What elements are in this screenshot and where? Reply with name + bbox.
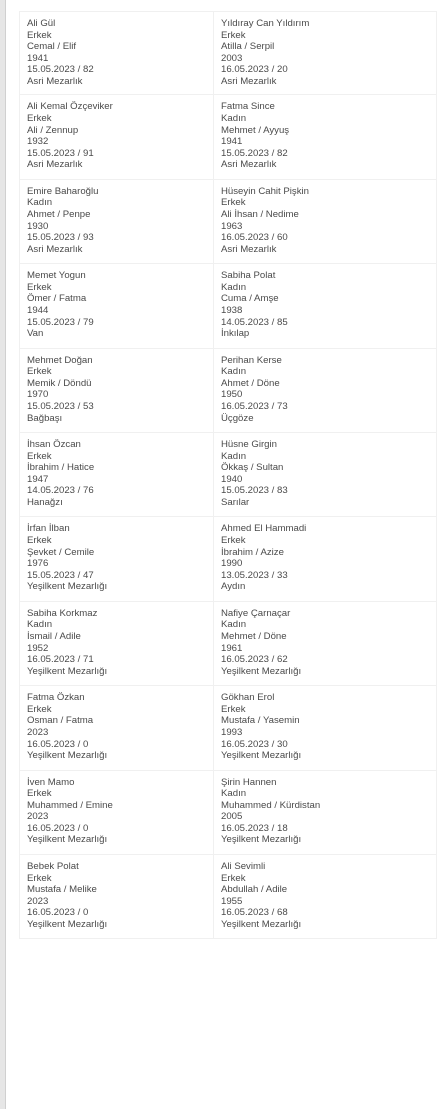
record-parents: Mehmet / Ayyuş <box>221 124 290 136</box>
record-gender: Erkek <box>27 703 52 715</box>
record-parents: Muhammed / Kürdistan <box>221 799 321 811</box>
record-name: Emire Baharoğlu <box>27 185 99 197</box>
record-parents: İbrahim / Hatice <box>27 462 95 474</box>
record-date-age: 14.05.2023 / 76 <box>27 485 94 497</box>
record-parents: İbrahim / Azize <box>221 546 284 558</box>
record-parents: Mehmet / Döne <box>221 630 287 642</box>
record-gender: Erkek <box>27 366 52 378</box>
record-parents: Osman / Fatma <box>27 715 94 727</box>
record-card <box>214 771 437 854</box>
record-birth-year: 1961 <box>221 642 243 654</box>
record-gender: Erkek <box>27 450 52 462</box>
record-card <box>19 95 214 178</box>
record-parents: Mustafa / Melike <box>27 884 97 896</box>
table-row <box>19 95 437 179</box>
record-date-age: 16.05.2023 / 71 <box>27 654 94 666</box>
record-card <box>214 180 437 263</box>
record-date-age: 15.05.2023 / 79 <box>27 316 94 328</box>
record-card <box>214 855 437 938</box>
record-name: Sabiha Korkmaz <box>27 607 98 619</box>
record-parents: Ökkaş / Sultan <box>221 462 284 474</box>
table-row <box>19 517 437 601</box>
records-table <box>19 11 437 939</box>
table-row <box>19 602 437 686</box>
record-card <box>214 264 437 347</box>
record-card <box>214 95 437 178</box>
record-name: Yıldıray Can Yıldırım <box>221 18 310 29</box>
record-card <box>19 349 214 432</box>
record-date-age: 15.05.2023 / 83 <box>221 485 288 497</box>
record-name: Ali Kemal Özçeviker <box>27 101 113 113</box>
record-place: Sarılar <box>221 496 250 508</box>
record-name: İhsan Özcan <box>27 438 81 450</box>
record-parents: Atilla / Serpil <box>221 41 275 53</box>
record-gender: Kadın <box>221 619 247 631</box>
record-gender: Erkek <box>27 872 52 884</box>
record-gender: Erkek <box>27 534 52 546</box>
record-name: Fatma Since <box>221 101 275 113</box>
record-place: Yeşilkent Mezarlığı <box>221 834 302 846</box>
record-gender: Erkek <box>27 29 52 41</box>
record-parents: Abdullah / Adile <box>221 884 288 896</box>
record-birth-year: 1963 <box>221 220 243 232</box>
record-date-age: 14.05.2023 / 85 <box>221 316 288 328</box>
record-birth-year: 1955 <box>221 895 243 907</box>
record-parents: Cemal / Elif <box>27 41 77 53</box>
record-card <box>19 686 214 769</box>
record-gender: Erkek <box>221 703 246 715</box>
record-card <box>19 180 214 263</box>
record-card <box>19 855 214 938</box>
record-card <box>19 771 214 854</box>
table-row <box>19 686 437 770</box>
record-date-age: 15.05.2023 / 53 <box>27 400 94 412</box>
record-place: Asri Mezarlık <box>27 243 83 255</box>
record-birth-year: 2023 <box>27 811 49 823</box>
record-parents: İsmail / Adile <box>27 630 81 642</box>
record-date-age: 16.05.2023 / 62 <box>221 654 288 666</box>
record-card <box>214 349 437 432</box>
page-left-border <box>5 0 6 1109</box>
record-name: Memet Yogun <box>27 270 86 282</box>
record-name: Ali Gül <box>27 18 56 29</box>
record-date-age: 16.05.2023 / 18 <box>221 822 288 834</box>
record-card <box>19 12 214 94</box>
record-birth-year: 1930 <box>27 220 49 232</box>
record-name: Fatma Özkan <box>27 692 85 704</box>
record-birth-year: 1941 <box>221 136 243 148</box>
record-name: Şirin Hannen <box>221 776 277 788</box>
record-place: Hanağzı <box>27 496 63 508</box>
record-date-age: 16.05.2023 / 0 <box>27 822 89 834</box>
record-parents: Mustafa / Yasemin <box>221 715 300 727</box>
record-place: İnkılap <box>221 328 250 340</box>
record-date-age: 15.05.2023 / 91 <box>27 147 94 159</box>
record-gender: Erkek <box>27 112 52 124</box>
record-gender: Kadın <box>221 450 247 462</box>
record-name: İven Mamo <box>27 776 75 788</box>
record-parents: Ömer / Fatma <box>27 293 87 305</box>
record-parents: Ali İhsan / Nedime <box>221 208 299 220</box>
record-date-age: 16.05.2023 / 68 <box>221 907 288 919</box>
table-row <box>19 855 437 939</box>
record-parents: Şevket / Cemile <box>27 546 95 558</box>
record-date-age: 16.05.2023 / 20 <box>221 64 288 76</box>
record-birth-year: 2023 <box>27 726 49 738</box>
record-date-age: 16.05.2023 / 60 <box>221 232 288 244</box>
record-card <box>19 264 214 347</box>
record-birth-year: 1947 <box>27 473 49 485</box>
record-gender: Erkek <box>221 534 246 546</box>
record-birth-year: 1932 <box>27 136 49 148</box>
record-card <box>19 517 214 600</box>
record-birth-year: 2005 <box>221 811 243 823</box>
table-row <box>19 180 437 264</box>
record-birth-year: 2003 <box>221 52 243 64</box>
record-gender: Erkek <box>221 872 246 884</box>
record-place: Yeşilkent Mezarlığı <box>27 750 108 762</box>
record-place: Yeşilkent Mezarlığı <box>27 665 108 677</box>
record-place: Asri Mezarlık <box>27 75 83 87</box>
record-place: Asri Mezarlık <box>221 243 277 255</box>
record-date-age: 13.05.2023 / 33 <box>221 569 288 581</box>
record-card <box>214 433 437 516</box>
record-parents: Muhammed / Emine <box>27 799 113 811</box>
record-card <box>214 602 437 685</box>
record-name: Sabiha Polat <box>221 270 276 282</box>
record-place: Asri Mezarlık <box>27 159 83 171</box>
record-date-age: 15.05.2023 / 47 <box>27 569 94 581</box>
record-birth-year: 1944 <box>27 304 49 316</box>
record-birth-year: 1976 <box>27 558 49 570</box>
record-date-age: 15.05.2023 / 82 <box>221 147 288 159</box>
record-date-age: 16.05.2023 / 30 <box>221 738 288 750</box>
record-birth-year: 1940 <box>221 473 243 485</box>
table-row <box>19 349 437 433</box>
record-name: Perihan Kerse <box>221 354 282 366</box>
record-place: Yeşilkent Mezarlığı <box>221 665 302 677</box>
record-name: Bebek Polat <box>27 860 79 872</box>
record-place: Asri Mezarlık <box>221 159 277 171</box>
record-parents: Cuma / Amşe <box>221 293 279 305</box>
record-gender: Erkek <box>27 788 52 800</box>
table-row <box>19 771 437 855</box>
record-date-age: 15.05.2023 / 93 <box>27 232 94 244</box>
record-place: Yeşilkent Mezarlığı <box>27 834 108 846</box>
record-card <box>19 602 214 685</box>
record-name: Ahmed El Hammadi <box>221 523 307 535</box>
record-card <box>214 517 437 600</box>
record-place: Yeşilkent Mezarlığı <box>27 581 108 593</box>
record-place: Yeşilkent Mezarlığı <box>221 750 302 762</box>
record-date-age: 16.05.2023 / 0 <box>27 907 89 919</box>
record-place: Yeşilkent Mezarlığı <box>27 918 108 930</box>
table-row <box>19 264 437 348</box>
record-gender: Kadın <box>27 619 53 631</box>
record-name: Mehmet Doğan <box>27 354 93 366</box>
record-date-age: 16.05.2023 / 0 <box>27 738 89 750</box>
record-card <box>19 433 214 516</box>
record-gender: Erkek <box>27 281 52 293</box>
record-birth-year: 1970 <box>27 389 49 401</box>
record-gender: Kadın <box>221 788 247 800</box>
record-name: Hüsne Girgin <box>221 438 277 450</box>
record-gender: Kadın <box>221 112 247 124</box>
record-card <box>214 686 437 769</box>
record-gender: Kadın <box>221 366 247 378</box>
table-row <box>19 433 437 517</box>
record-place: Üçgöze <box>221 412 254 424</box>
record-place: Yeşilkent Mezarlığı <box>221 918 302 930</box>
record-parents: Ali / Zennup <box>27 124 79 136</box>
record-card <box>214 12 437 94</box>
record-name: Nafiye Çarnaçar <box>221 607 291 619</box>
record-name: Ali Sevimli <box>221 860 266 872</box>
record-birth-year: 1941 <box>27 52 49 64</box>
record-date-age: 16.05.2023 / 73 <box>221 400 288 412</box>
record-parents: Ahmet / Penpe <box>27 208 91 220</box>
record-date-age: 15.05.2023 / 82 <box>27 64 94 76</box>
record-birth-year: 1993 <box>221 726 243 738</box>
record-name: Hüseyin Cahit Pişkin <box>221 185 309 197</box>
record-gender: Kadın <box>221 281 247 293</box>
record-gender: Erkek <box>221 197 246 209</box>
record-place: Van <box>27 328 44 340</box>
record-name: Gökhan Erol <box>221 692 275 704</box>
record-parents: Ahmet / Döne <box>221 377 280 389</box>
record-birth-year: 1990 <box>221 558 243 570</box>
record-parents: Memik / Döndü <box>27 377 92 389</box>
record-gender: Erkek <box>221 29 246 41</box>
record-birth-year: 1952 <box>27 642 49 654</box>
record-birth-year: 1950 <box>221 389 243 401</box>
record-place: Asri Mezarlık <box>221 75 277 87</box>
table-row <box>19 11 437 95</box>
record-name: İrfan İlban <box>27 523 70 535</box>
record-place: Aydın <box>221 581 246 593</box>
record-gender: Kadın <box>27 197 53 209</box>
record-birth-year: 2023 <box>27 895 49 907</box>
record-place: Bağbaşı <box>27 412 63 424</box>
record-birth-year: 1938 <box>221 304 243 316</box>
